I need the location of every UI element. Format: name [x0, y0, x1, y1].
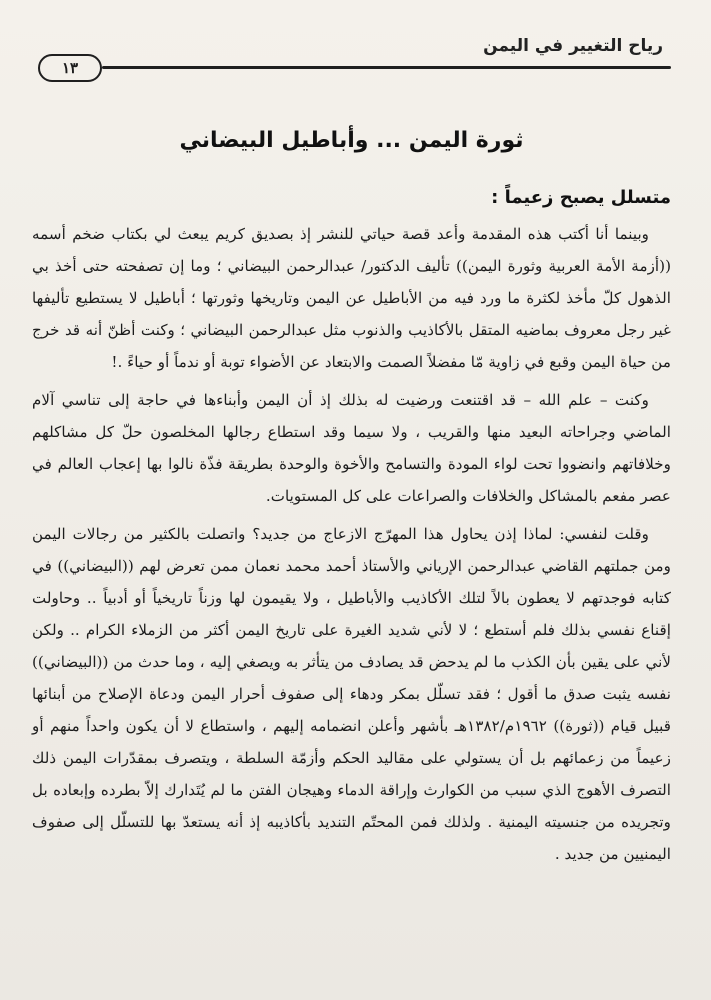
paragraph: وبينما أنا أكتب هذه المقدمة وأعد قصة حياتي للنشر إذ بصديق كريم يبعث لي بكتاب ضخم أسمه ((أزمة الأمة العربية وثورة اليمن)) تأليف الدكتور/ عبدالرحمن البيضاني ؛ وما إن تصفحته حتى أخذ بي الذهول كلّ مأخذ لكثرة ما ورد فيه من الأباطيل عن اليمن وتاريخها وثورتها ؛ أباطيل لا يستطيع تأليفها غير رجل معروف بماضيه المتقل بالأكاذيب والذنوب مثل عبدالرحمن البيضاني ؛ وكنت أظنّ أنه قد خرج من حياة اليمن وقبع في زاوية مّا مفضلاً الصمت والابتعاد عن الأضواء توبة أو ندماً أو حياءً .! [32, 225, 671, 371]
page-number: ١٣ [38, 54, 102, 82]
header-rule [102, 66, 671, 69]
section-heading: متسلل يصبح زعيماً : [491, 187, 671, 208]
running-title: رياح التغيير في اليمن [483, 36, 663, 56]
paragraph: وكنت – علم الله – قد اقتنعت ورضيت له بذلك إذ أن اليمن وأبناءها في حاجة إلى تناسي آلام الماضي وجراحاته البعيد منها والقريب ، ولا سيما وقد استطاع رجالها المخلصون حلّ كل مشاكلهم وخلافاتهم وانضووا تحت لواء المودة والتسامح والأخوة والوحدة بطريقة فذّة نالوا بها إعجاب العالم في عصر مفعم بالمشاكل والخلافات والصراعات على كل المستويات. [32, 391, 671, 505]
chapter-title: ثورة اليمن ... وأباطيل البيضاني [179, 128, 524, 153]
body-text [32, 218, 671, 870]
running-header [32, 36, 671, 90]
paragraph: وقلت لنفسي: لماذا إذن يحاول هذا المهرّج الازعاج من جديد؟ واتصلت بالكثير من رجالات اليمن ومن جملتهم القاضي عبدالرحمن الإرياني والأستاذ أحمد محمد نعمان ممن تعرض لهم ((البيضاني)) في كتابه فوجدتهم لا يعطون بالاً لتلك الأكاذيب والأباطيل ، ولا يقيمون لها وزناً تاريخياً أو أدبياً .. وحاولت إقناع نفسي بذلك فلم أستطع ؛ لا لأني شديد الغيرة على تاريخ اليمن أكثر من الزملاء الكرام .. ولكن لأني على يقين بأن الكذب ما لم يدحض قد يصادف من يتأثر به ويصغي إليه ، وما حدث من ((البيضاني)) نفسه يثبت صدق ما أقول ؛ فقد تسلّل بمكر ودهاء إلى صفوف أحرار اليمن ودعاة الإصلاح من أبنائها قبيل قيام ((ثورة)) ١٩٦٢م/١٣٨٢هـ بأشهر وأعلن انضمامه إليهم ، واستطاع لا أن يكون واحداً منهم أو زعيماً من زعمائهم بل أن يستولي على مقاليد الحكم وأزمّة السلطة ، ويتصرف بمقدّرات اليمن ذلك التصرف الأهوج الذي سبب من الكوارث وإراقة الدماء وهيجان الفتن ما لم يُتَدارك إلاّ بطرده وإبعاده بل وتجريده من جنسيته اليمنية . ولذلك فمن المحتّم التنديد بأكاذيبه إذ أنه يستعدّ بها للتسلّل إلى صفوف اليمنيين من جديد . [32, 525, 671, 863]
